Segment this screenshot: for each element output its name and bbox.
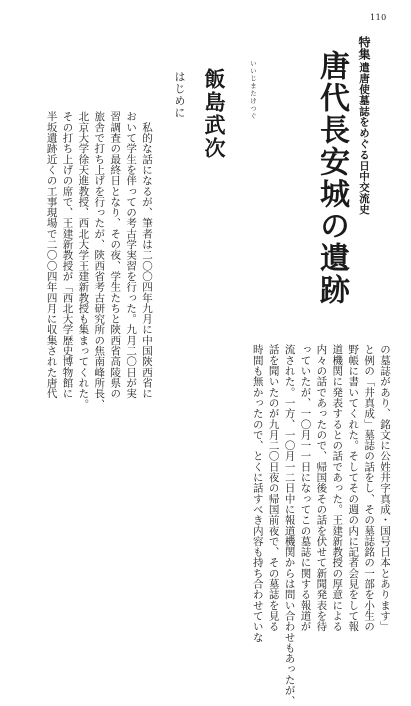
body-line: 時間も無かったので、とくに話すべき内容も持ち合わせていな xyxy=(251,344,264,643)
section-heading: はじめに xyxy=(173,71,186,119)
series-tag: 特集 xyxy=(357,36,371,60)
article-subtitle: 遣唐使墓誌をめぐる日中交流史 xyxy=(358,62,370,215)
body-line: おいて学生を伴っての考古学実習を行った。九月二〇日が実 xyxy=(125,111,138,399)
body-line: の墓誌があり、銘文に公姓井字真成・国号日本とあります」 xyxy=(379,344,391,632)
body-line: 旅舎で打ち上げを行ったが、陝西省考古研究所の焦南峰所長、 xyxy=(93,111,106,410)
article-title: 唐代長安城の遺跡 xyxy=(314,50,349,306)
body-line: 内々の話であったので、帰国後その話を伏せて新聞発表を待 xyxy=(315,344,328,632)
page-number: 110 xyxy=(370,13,387,22)
body-text-upper xyxy=(43,111,154,410)
author-name: 飯島武次 xyxy=(202,68,227,160)
body-line: 習調査の最終日となり、その夜、学生たちと陝西省高陵県の xyxy=(109,111,122,399)
body-line: 半坂遺跡近くの工事現場で二〇〇四年四月に収集された唐代 xyxy=(45,111,58,399)
body-line: 北京大学徐天進教授、西北大学王建新教授も集まってくれた。 xyxy=(77,111,90,410)
body-line: と例の「井真成」墓誌の話をし、その墓誌銘の一部を小生の xyxy=(363,344,376,632)
body-text-lower xyxy=(249,344,392,706)
author-ruby: いいじまたけつぐ xyxy=(249,60,257,120)
body-line: その打ち上げの席で、王建新教授が「西北大学歴史博物館に xyxy=(61,111,74,399)
body-line: 野帳に書いてくれた。そしてその週の内に記者会見をして報 xyxy=(347,344,360,632)
body-line: 話を聞いたのが九月二〇日夜の帰国前夜で、その墓誌を見る xyxy=(267,344,280,632)
body-line: っていたが、一〇月一一日になってこの墓誌に関する報道が xyxy=(299,344,312,632)
body-line: 道機関に発表するとの話であった。王建新教授の厚意による xyxy=(331,344,344,632)
body-line: 私的な話になるが、筆者は二〇〇四年九月に中国陝西省に xyxy=(141,111,153,399)
body-line: 流された。一方、一〇月一二日中に報道機関からは問い合わせもあったが、 xyxy=(283,344,296,706)
